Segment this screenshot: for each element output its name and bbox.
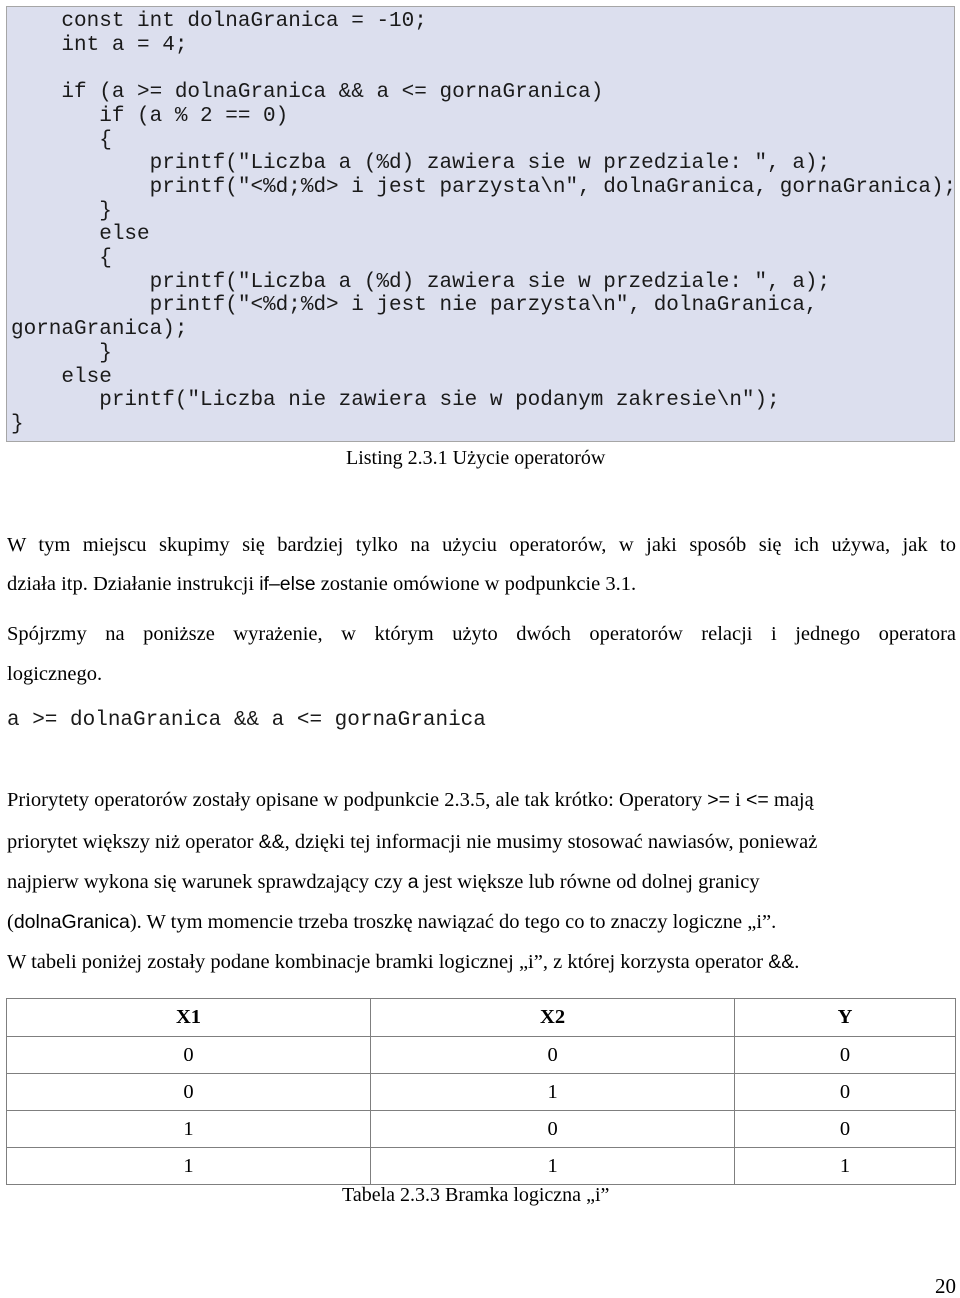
code-line: else — [11, 365, 112, 389]
column-header: Y — [735, 999, 956, 1037]
code-line: printf("<%d;%d> i jest nie parzysta\n", dolnaGranica, — [11, 294, 818, 318]
code-line: } — [11, 412, 24, 436]
table-cell: 0 — [735, 1074, 956, 1111]
table-cell: 0 — [735, 1111, 956, 1148]
inline-variable: a — [407, 871, 419, 893]
table-cell: 1 — [371, 1074, 735, 1111]
page-number: 20 — [935, 1274, 956, 1298]
text-segment: Priorytety operatorów zostały opisane w podpunkcie 2.3.5, ale tak krótko: Operatory — [7, 789, 708, 811]
table-cell: 0 — [371, 1111, 735, 1148]
table-cell: 0 — [735, 1037, 956, 1074]
code-line: else — [11, 223, 150, 247]
table-cell: 1 — [7, 1148, 371, 1185]
column-header: X1 — [7, 999, 371, 1037]
text-segment: ). W tym momencie trzeba troszkę nawiązać do tego co to znaczy logiczne „i”. — [129, 911, 777, 933]
text-segment: ( — [7, 911, 14, 933]
code-line: { — [11, 128, 112, 152]
text-segment: najpierw wykona się warunek sprawdzający czy — [7, 871, 408, 893]
table-row — [7, 1111, 956, 1148]
inline-operator: >= — [707, 789, 731, 811]
truth-table — [6, 998, 956, 1185]
paragraph-3-line-5 — [7, 949, 956, 975]
paragraph-1-line-1: W tym miejscu skupimy się bardziej tylko na użyciu operatorów, w jaki sposób się ich używa, jak to — [7, 534, 956, 556]
table-row — [7, 1148, 956, 1185]
code-line: } — [11, 341, 112, 365]
text-segment: . — [794, 951, 800, 973]
inline-variable: dolnaGranica — [13, 911, 130, 933]
code-line: if (a >= dolnaGranica && a <= gornaGranica) — [11, 81, 604, 105]
table-cell: 0 — [7, 1074, 371, 1111]
paragraph-3-line-1 — [7, 787, 956, 813]
code-line: if (a % 2 == 0) — [11, 104, 289, 128]
code-line: printf("Liczba a (%d) zawiera sie w przedziale: ", a); — [11, 270, 831, 294]
listing-caption: Listing 2.3.1 Użycie operatorów — [346, 447, 606, 469]
text-segment: zostanie omówione w podpunkcie 3.1. — [315, 573, 637, 595]
text-segment: działa itp. Działanie instrukcji — [7, 573, 260, 595]
paragraph-3-line-4 — [7, 909, 956, 935]
table-caption: Tabela 2.3.3 Bramka logiczna „i” — [342, 1184, 610, 1206]
text-segment: priorytet większy niż operator — [7, 831, 259, 853]
table-row — [7, 1037, 956, 1074]
code-expression: a >= dolnaGranica && a <= gornaGranica — [7, 709, 486, 732]
table-cell: 0 — [371, 1037, 735, 1074]
code-line: { — [11, 247, 112, 270]
table-cell: 1 — [371, 1148, 735, 1185]
inline-keyword: if–else — [259, 573, 316, 595]
code-line: printf("Liczba a (%d) zawiera sie w przedziale: ", a); — [11, 152, 831, 176]
inline-operator: <= — [745, 789, 769, 811]
text-segment: i — [730, 789, 746, 811]
paragraph-2-line-2: logicznego. — [7, 663, 103, 685]
text-segment: , dzięki tej informacji nie musimy stosować nawiasów, ponieważ — [284, 831, 818, 853]
code-line: } — [11, 199, 112, 223]
table-header-row — [7, 999, 956, 1037]
table-cell: 1 — [7, 1111, 371, 1148]
paragraph-3-line-3 — [7, 869, 956, 895]
column-header: X2 — [371, 999, 735, 1037]
paragraph-2-line-1: Spójrzmy na poniższe wyrażenie, w którym użyto dwóch operatorów relacji i jednego operatora — [7, 623, 956, 645]
inline-operator: && — [768, 951, 795, 973]
table-cell: 0 — [7, 1037, 371, 1074]
table-row — [7, 1074, 956, 1111]
text-segment: jest większe lub równe od dolnej granicy — [418, 871, 760, 893]
inline-operator: && — [258, 831, 285, 853]
code-line: printf("Liczba nie zawiera sie w podanym zakresie\n"); — [11, 389, 780, 413]
text-segment: W tabeli poniżej zostały podane kombinacje bramki logicznej „i”, z której korzysta operator — [7, 951, 769, 973]
paragraph-1-line-2 — [7, 571, 956, 597]
paragraph-3-line-2 — [7, 829, 956, 855]
code-line: const int dolnaGranica = -10; — [11, 10, 427, 33]
code-line: gornaGranica); — [11, 318, 188, 342]
text-segment: mają — [768, 789, 814, 811]
table-cell: 1 — [735, 1148, 956, 1185]
code-line: int a = 4; — [11, 33, 188, 57]
code-line: printf("<%d;%d> i jest parzysta\n", dolnaGranica, gornaGranica); — [11, 175, 957, 199]
